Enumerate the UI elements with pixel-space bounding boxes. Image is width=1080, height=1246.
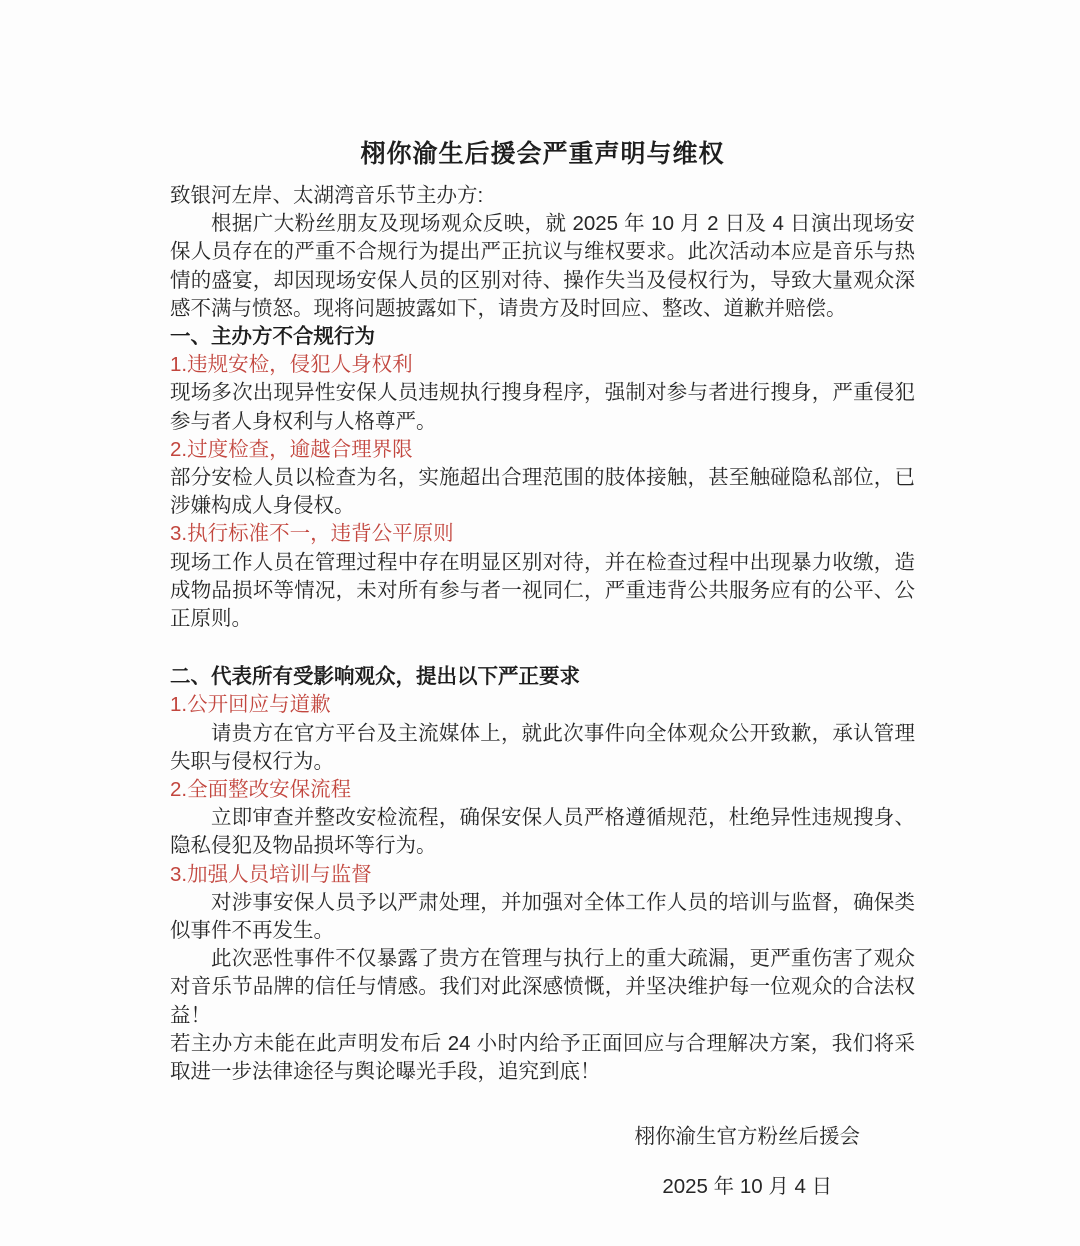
section-1-item-2-heading: 2.过度检查，逾越合理界限 [170, 437, 413, 461]
section-2-heading: 二、代表所有受影响观众，提出以下严正要求 [170, 665, 580, 689]
section-2-item-2-body: 立即审查并整改安检流程，确保安保人员严格遵循规范，杜绝异性违规搜身、隐私侵犯及物品损坏等行为。 [170, 806, 915, 858]
closing-paragraph-1: 此次恶性事件不仅暴露了贵方在管理与执行上的重大疏漏，更严重伤害了观众对音乐节品牌的信任与情感。我们对此深感愤慨，并坚决维护每一位观众的合法权益！ [170, 947, 915, 1027]
date-line: 2025 年 10 月 4 日 [662, 1175, 833, 1199]
section-1-item-3-heading: 3.执行标准不一，违背公平原则 [170, 522, 454, 546]
signature-line: 栩你渝生官方粉丝后援会 [634, 1125, 860, 1149]
section-2-item-2-heading: 2.全面整改安保流程 [170, 778, 352, 802]
section-1-heading: 一、主办方不合规行为 [170, 325, 375, 349]
section-2-item-3-heading: 3.加强人员培训与监督 [170, 862, 372, 886]
document-title: 栩你渝生后援会严重声明与维权 [360, 140, 725, 168]
intro-paragraph: 根据广大粉丝朋友及现场观众反映，就 2025 年 10 月 2 日及 4 日演出现场安保人员存在的严重不合规行为提出严正抗议与维权要求。此次活动本应是音乐与热情的盛宴，却因现场安保人员的区别对待、操作失当及侵权行为，导致大量观众深感不满与愤怒。现将问题披露如下，请贵方及时回应、整改、道歉并赔偿。 [170, 212, 915, 320]
section-1-item-3-body: 现场工作人员在管理过程中存在明显区别对待，并在检查过程中出现暴力收缴，造成物品损坏等情况，未对所有参与者一视同仁，严重违背公共服务应有的公平、公正原则。 [170, 550, 915, 631]
section-1-item-1-heading: 1.违规安检，侵犯人身权利 [170, 353, 413, 377]
closing-paragraph-2: 若主办方未能在此声明发布后 24 小时内给予正面回应与合理解决方案，我们将采取进一步法律途径与舆论曝光手段，追究到底！ [170, 1031, 915, 1084]
section-1-item-2-body: 部分安检人员以检查为名，实施超出合理范围的肢体接触，甚至触碰隐私部位，已涉嫌构成人身侵权。 [170, 466, 915, 518]
salutation-line: 致银河左岸、太湖湾音乐节主办方: [170, 184, 484, 207]
signature-block [635, 1112, 861, 1212]
section-2-item-3-body: 对涉事安保人员予以严肃处理，并加强对全体工作人员的培训与监督，确保类似事件不再发生。 [170, 890, 915, 943]
section-2-item-1-heading: 1.公开回应与道歉 [170, 693, 331, 717]
section-1-item-1-body: 现场多次出现异性安保人员违规执行搜身程序，强制对参与者进行搜身，严重侵犯参与者人身权利与人格尊严。 [170, 381, 915, 433]
section-2-item-1-body: 请贵方在官方平台及主流媒体上，就此次事件向全体观众公开致歉，承认管理失职与侵权行为。 [170, 721, 915, 773]
